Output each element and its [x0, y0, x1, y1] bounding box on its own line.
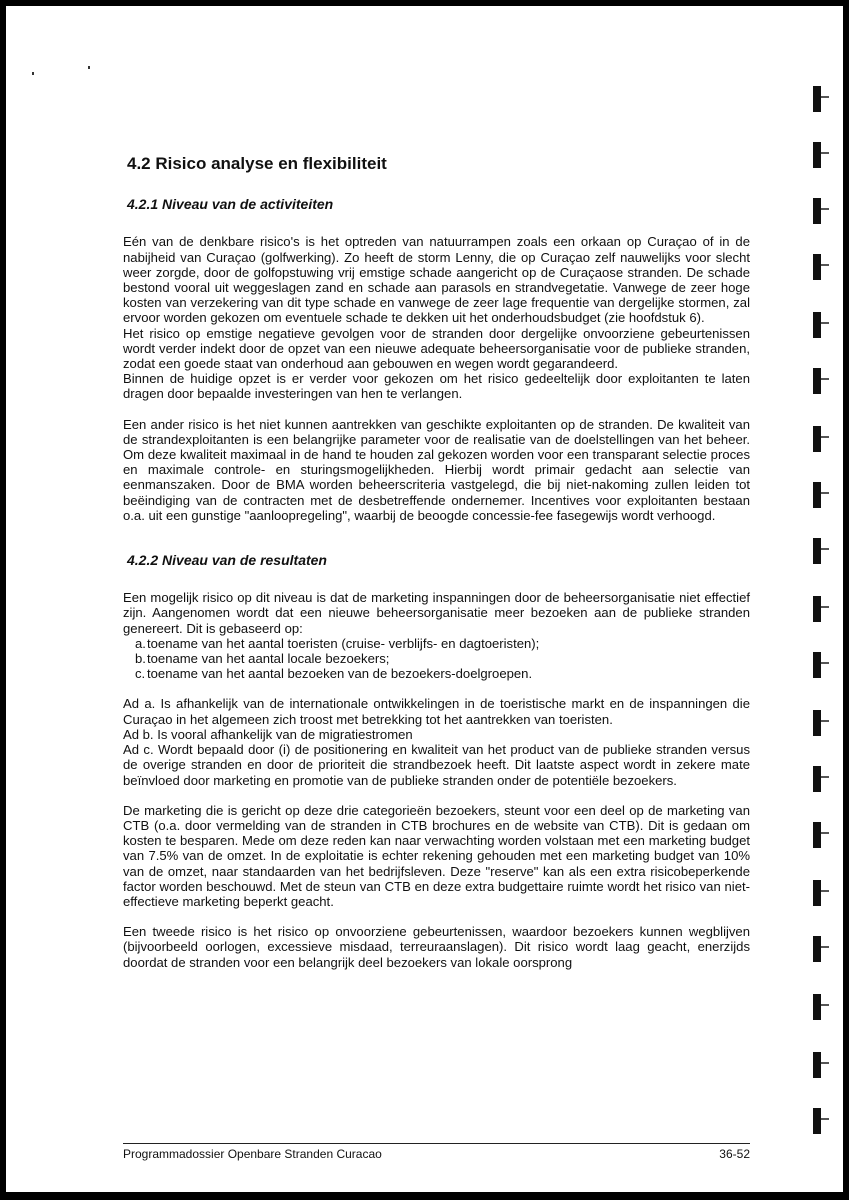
paragraph: Een tweede risico is het risico op onvoorziene gebeurtenissen, waardoor bezoekers kunnen wegblijven (bijvoorbeeld oorlogen, excessieve misdaad, terreuraanslagen). Dit risico wordt laag geacht, enerzijds doordat de stranden voor een belangrijk deel bezoekers van lokale oorsprong [123, 924, 750, 970]
list-item: c. toename van het aantal bezoeken van de bezoekers-doelgroepen. [135, 666, 533, 682]
scan-speck [32, 72, 34, 75]
scan-speck [88, 66, 90, 69]
list-item: a. toename van het aantal toeristen (cruise- verblijfs- en dagtoeristen); [135, 635, 540, 651]
footer-title: Programmadossier Openbare Stranden Curacao [123, 1147, 382, 1161]
paragraph: Ad a. Is afhankelijk van de internationale ontwikkelingen in de toeristische markt en de inspanningen die Curaçao in het algemeen zich troost met betrekking tot het aantrekken van toeristen. [123, 696, 750, 727]
section-heading: 4.2 Risico analyse en flexibiliteit [127, 154, 387, 173]
document-page [6, 6, 843, 1192]
paragraph: Het risico op emstige negatieve gevolgen voor de stranden door dergelijke onvoorziene gebeurtenissen wordt verder indekt door de opzet van een nieuwe adequate beheersorganisatie voor de publieke stranden, zodat een goede staat van onderhoud aan gebouwen en wegen wordt gegarandeerd. [123, 325, 750, 372]
paragraph: Ad b. Is vooral afhankelijk van de migratiestromen [123, 726, 413, 742]
list-item: b. toename van het aantal locale bezoekers; [135, 651, 390, 667]
subsection-heading-resultaten: 4.2.2 Niveau van de resultaten [127, 552, 327, 569]
paragraph: De marketing die is gericht op deze drie categorieën bezoekers, steunt voor een deel op de marketing van CTB (o.a. door vermelding van de stranden in CTB brochures en de website van CTB). Dit is gedaan om kosten te besparen. Mede om deze reden kan naar verwachting worden volstaan met een marketing budget van 7.5% van de omzet. In de exploitatie is echter rekening gehouden met een marketing budget van 10% van de omzet, naar standaarden van het bedrijfsleven. Deze "reserve" kan als een extra risicobeperkende factor worden beschouwd. Met de steun van CTB en deze extra budgettaire ruimte wordt het risico van niet-effectieve marketing beperkt geacht. [123, 802, 750, 909]
page-number: 36-52 [719, 1147, 750, 1161]
page-footer [123, 1143, 750, 1161]
basis-list [123, 636, 750, 682]
paragraph: Binnen de huidige opzet is er verder voor gekozen om het risico gedeeltelijk door exploitanten te laten dragen door bepaalde investeringen van hen te verlangen. [123, 371, 750, 402]
paragraph: Ad c. Wordt bepaald door (i) de positionering en kwaliteit van het product van de publieke stranden versus de overige stranden en door de prioriteit die strandbezoek heeft. Dit laatste aspect wordt in zekere mate beïnvloed door marketing en promotie van de publieke stranden onder de potentiële bezoekers. [123, 742, 750, 788]
binding-rings [813, 76, 829, 1136]
paragraph: Een ander risico is het niet kunnen aantrekken van geschikte exploitanten op de stranden. De kwaliteit van de strandexploitanten is een belangrijke parameter voor de realisatie van de doelstellingen van het beheer. Om deze kwaliteit maximaal in de hand te houden zal gekozen worden voor een transparant selectie proces en maximale controle- en sturingsmogelijkheden. Hierbij wordt primair gedacht aan selectie van eenmanszaken. Door de BMA worden beheerscriteria vastgelegd, die bij niet-nakoming zullen leiden tot beëindiging van de contracten met de desbetreffende ondernemer. Incentives voor exploitanten bestaan o.a. uit een gunstige "aanloopregeling", waarbij de beoogde concessie-fee fasegewijs wordt verhoogd. [123, 416, 750, 523]
subsection-heading-activiteiten: 4.2.1 Niveau van de activiteiten [127, 196, 334, 213]
paragraph: Eén van de denkbare risico's is het optreden van natuurrampen zoals een orkaan op Curaçao of in de nabijheid van Curaçao (golfwerking). Zo heeft de storm Lenny, die op Curaçao zelf nauwelijks voor slecht weer zorgde, door de golfopstuwing vrij emstige schade aangericht op de Curaçaose stranden. De schade bestond vooral uit weggeslagen zand en schade aan parasols en strandvegetatie. Vanwege de zeer hoge kosten van verzekering van dit type schade en vanwege de zeer lage frequentie van dergelijke stormen, zal ervoor worden gekozen om eventuele schade te dekken uit het onderhoudsbudget (zie hoofdstuk 6). [123, 234, 750, 326]
page-content [123, 156, 750, 970]
paragraph: Een mogelijk risico op dit niveau is dat de marketing inspanningen door de beheersorganisatie niet effectief zijn. Aangenomen wordt dat een nieuwe beheersorganisatie meer bezoeken aan de publieke stranden genereert. Dit is gebaseerd op: [123, 590, 750, 636]
